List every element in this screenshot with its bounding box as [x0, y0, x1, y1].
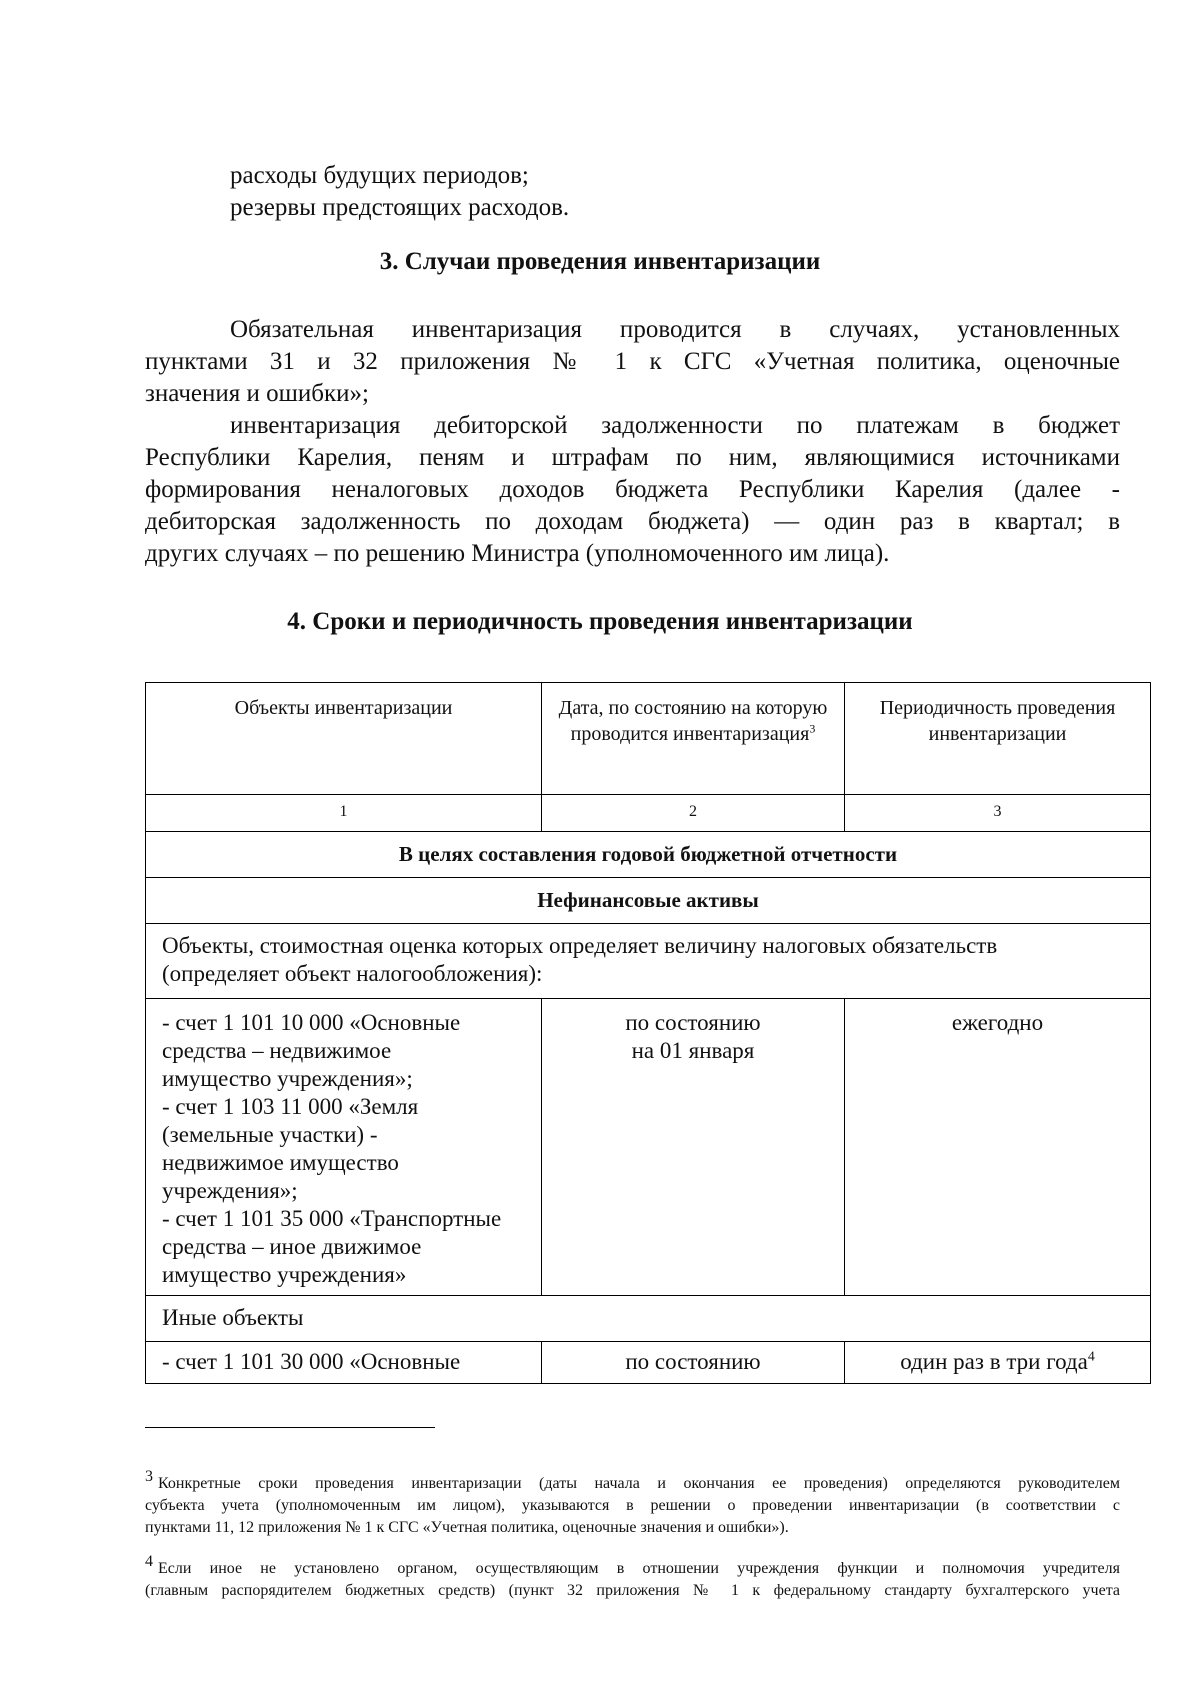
footnote-line: [145, 1551, 1120, 1580]
row1-object-line: - счет 1 103 11 000 «Земля: [162, 1094, 419, 1119]
section-3-para2-line: дебиторская задолженность по доходам бюджета) — один раз в квартал; в: [145, 508, 1120, 535]
table-column-numbers-row: [146, 795, 1151, 832]
section-3-para1-line: значения и ошибки»;: [145, 380, 369, 407]
section-3-para2-line: формирования неналоговых доходов бюджета Республики Карелия (далее -: [145, 476, 1120, 503]
header-periodicity-label: Периодичность проведения инвентаризации: [879, 697, 1116, 745]
table-section-row: [146, 832, 1151, 878]
footnote-line: субъекта учета (уполномоченным им лицом), указываются в решении о проведении инвентаризации (в соответствии с: [145, 1497, 1120, 1514]
table-header-row: [146, 683, 1151, 795]
row1-object-line: средства – иное движимое: [162, 1234, 422, 1259]
footnote-mark: 3: [145, 1468, 153, 1485]
taxable-objects-line: Объекты, стоимостная оценка которых определяет величину налоговых обязательств: [162, 933, 998, 958]
column-number: 1: [146, 795, 542, 832]
row1-period-cell: ежегодно: [845, 999, 1151, 1296]
section-3-para1-line: пунктами 31 и 32 приложения № 1 к СГС «Учетная политика, оценочные: [145, 348, 1120, 375]
taxable-objects-cell: [146, 924, 1151, 999]
row1-object-line: недвижимое имущество: [162, 1150, 399, 1175]
footnote-ref-3: 3: [809, 721, 816, 736]
footnote-ref-4: 4: [1087, 1348, 1095, 1364]
intro-line-2: резервы предстоящих расходов.: [230, 194, 570, 221]
footnote-separator: [145, 1427, 435, 1428]
footnote-4: [145, 1551, 1120, 1602]
header-date-label: Дата, по состоянию на которую проводится инвентаризация: [558, 697, 828, 745]
column-number: 2: [542, 795, 845, 832]
section-3-para2-line: Республики Карелия, пеням и штрафам по ним, являющимися источниками: [145, 444, 1120, 471]
section-row-nonfinancial-assets: Нефинансовые активы: [146, 878, 1151, 924]
row2-period-text: один раз в три года: [900, 1349, 1088, 1374]
row2-objects-cell: - счет 1 101 30 000 «Основные: [146, 1342, 542, 1384]
inventory-schedule-table: [145, 682, 1151, 1384]
row1-date-line: на 01 января: [631, 1038, 755, 1063]
section-3-para1-line: Обязательная инвентаризация проводится в случаях, установленных: [230, 316, 1120, 343]
row1-object-line: - счет 1 101 10 000 «Основные: [162, 1010, 461, 1035]
table-section-row: [146, 878, 1151, 924]
footnote-text: Конкретные сроки проведения инвентаризации (даты начала и окончания ее проведения) определяются руководителем: [158, 1475, 1120, 1492]
row1-object-line: средства – недвижимое: [162, 1038, 392, 1063]
section-3-heading: 3. Случаи проведения инвентаризации: [379, 248, 821, 275]
row2-date-cell: по состоянию: [542, 1342, 845, 1384]
header-periodicity: [845, 683, 1151, 795]
section-3-para2-line: инвентаризация дебиторской задолженности по платежам в бюджет: [230, 412, 1120, 439]
header-objects-label: Объекты инвентаризации: [234, 697, 453, 719]
column-number: 3: [845, 795, 1151, 832]
table-row: [146, 1342, 1151, 1384]
table-row: [146, 999, 1151, 1296]
table-row: [146, 1296, 1151, 1342]
other-objects-cell: Иные объекты: [146, 1296, 1151, 1342]
section-row-annual-reporting: В целях составления годовой бюджетной отчетности: [146, 832, 1151, 878]
row1-object-line: учреждения»;: [162, 1178, 298, 1203]
footnote-line: пунктами 11, 12 приложения № 1 к СГС «Учетная политика, оценочные значения и ошибки»).: [145, 1519, 789, 1536]
row1-object-line: имущество учреждения»;: [162, 1066, 413, 1091]
row1-object-line: имущество учреждения»: [162, 1262, 407, 1287]
footnote-text: Если иное не установлено органом, осуществляющим в отношении учреждения функции и полномочия учредителя: [158, 1560, 1120, 1577]
section-3-para2-line: других случаях – по решению Министра (уполномоченного им лица).: [145, 540, 890, 567]
row1-objects-cell: [146, 999, 542, 1296]
row1-object-line: - счет 1 101 35 000 «Транспортные: [162, 1206, 502, 1231]
header-objects: [146, 683, 542, 795]
footnote-line: [145, 1466, 1120, 1495]
row1-date-cell: [542, 999, 845, 1296]
row2-period-cell: [845, 1342, 1151, 1384]
footnote-3: [145, 1466, 1120, 1539]
taxable-objects-line: (определяет объект налогообложения):: [162, 961, 543, 986]
section-4-heading: 4. Сроки и периодичность проведения инвентаризации: [287, 608, 913, 635]
footnote-line: (главным распорядителем бюджетных средств) (пункт 32 приложения № 1 к федеральному стандарту бухгалтерского учета: [145, 1582, 1120, 1599]
table-row: [146, 924, 1151, 999]
intro-line-1: расходы будущих периодов;: [230, 162, 529, 189]
footnote-mark: 4: [145, 1553, 153, 1570]
header-date: [542, 683, 845, 795]
row1-object-line: (земельные участки) -: [162, 1122, 378, 1147]
row1-date-line: по состоянию: [625, 1010, 761, 1035]
